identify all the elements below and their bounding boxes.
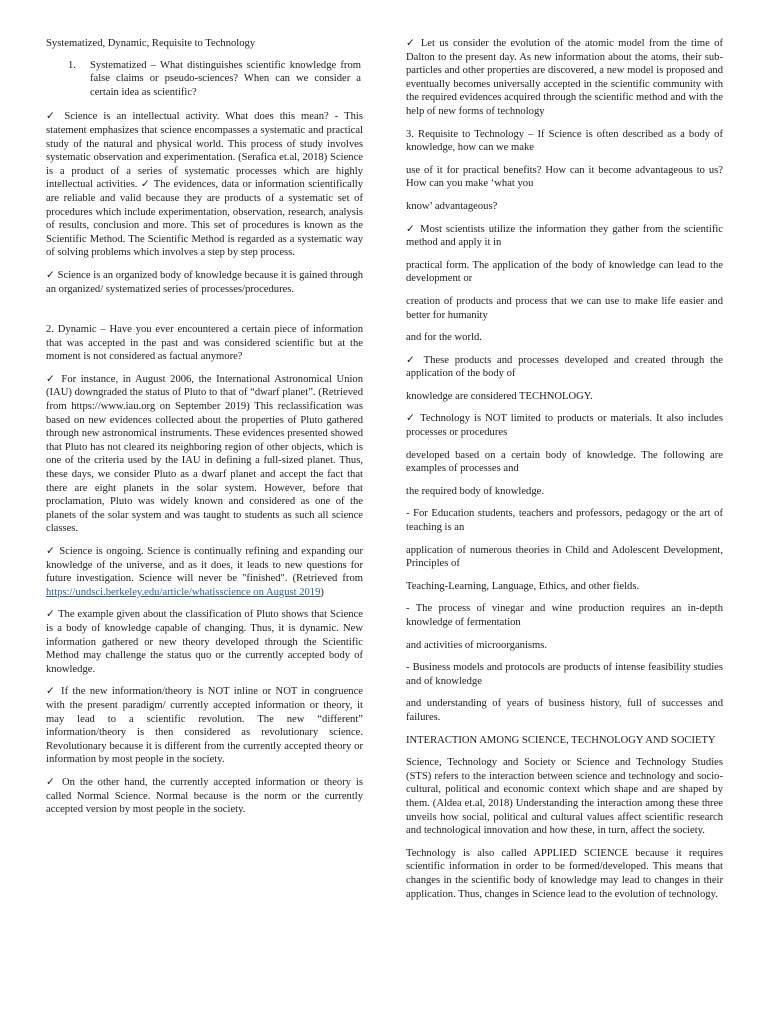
paragraph-intellectual-activity: ✓ Science is an intellectual activity. What does this mean? - This statement emphasizes that science encompasses a systematic and practical study of the natural and physical world. This process of study involves systematic observation and experimentation. (Serafica et.al, 2018) Science is a product of a series of systematic processes which are highly intellectual activities. ✓ The evidences, data or information scientifically are reliable and valid because they are products of a systematic set of procedures which include experimentation, observation, research, analysis of results, conclusion and more. This set of procedures is known as the Scientific Method. The Scientific Method is regarded as a systematic way of solving problems which involves a step by step process. [46, 111, 363, 259]
paragraph-applied-science: Technology is also called APPLIED SCIENCE because it requires scientific information in order to be formed/developed. This means that changes in the scientific body of knowledge may lead to changes in their application. Thus, changes in Science lead to the evolution of technology. [406, 847, 723, 900]
paragraph-requisite: 3. Requisite to Technology – If Science is often described as a body of knowledge, how can we make [406, 128, 723, 154]
left-column [46, 37, 363, 826]
paragraph-creation-products: creation of products and process that we can use to make life easier and better for humanity [406, 295, 723, 321]
paragraph-organized-body: ✓ Science is an organized body of knowledge because it is gained through an organized/ systematized series of processes/procedures. [46, 269, 363, 295]
ongoing-end: ) [320, 586, 324, 598]
paragraph-education: - For Education students, teachers and professors, pedagogy or the art of teaching is an [406, 508, 723, 534]
paragraph-know-advantageous: know’ advantageous? [406, 200, 498, 212]
item-text: Systematized – What distinguishes scientific knowledge from false claims or pseudo-sciences? When can we consider a certain idea as scientific? [90, 59, 361, 98]
paragraph-required-body: the required body of knowledge. [406, 485, 544, 497]
numbered-item-systematized [68, 59, 363, 100]
paragraph-pluto-example: ✓ The example given about the classification of Pluto shows that Science is a body of knowledge capable of changing. Thus, it is dynamic. New information gathered or new theory developed through the Scientific Method may challenge the status quo or the currently accepted body of knowledge. [46, 609, 363, 675]
paragraph-practical-form: practical form. The application of the body of knowledge can lead to the development or [406, 259, 723, 285]
paragraph-science-ongoing [46, 545, 363, 599]
paragraph-vinegar-wine: - The process of vinegar and wine production requires an in-depth knowledge of fermentation [406, 603, 723, 628]
paragraph-business-history: and understanding of years of business history, full of successes and failures. [406, 698, 723, 723]
paragraph-pluto: ✓ For instance, in August 2006, the International Astronomical Union (IAU) downgraded the status of Pluto to that of “dwarf planet”. (Retrieved from https://www.iau.org on September 2019) This reclassification was based on new evidences collected about the properties of Pluto gathered through new astronomical instruments. These evidences presented showed that Pluto has not cleared its neighboring region of other objects, which is one of the criteria used by the IAU in defining a full-sized planet. Thus, these days, we consider Pluto as a dwarf planet and accept the fact that there are eight planets in the solar system. However, before that proclamation, Pluto was widely known and considered as one of the planets of the solar system and was taught to students as such all science classes. [46, 373, 363, 535]
paragraph-sts: Science, Technology and Society or Science and Technology Studies (STS) refers to the interaction between science and technology and socio-cultural, political and economic context which shape and are shaped by them. (Aldea et.al, 2018) Understanding the interaction among these three unveils how social, political and cultural values affect scientific research and technological innovation and how these, in turn, affect the society. [406, 757, 723, 837]
interaction-heading: INTERACTION AMONG SCIENCE, TECHNOLOGY AND SOCIETY [406, 734, 716, 746]
paragraph-atomic-model: ✓ Let us consider the evolution of the atomic model from the time of Dalton to the present day. As new information about the atoms, their sub-particles and other properties are discovered, a new model is proposed and eventually becomes universally accepted in the scientific community with the required evidences acquired through the scientific method and with the help of new forms of technology [406, 38, 723, 117]
paragraph-business-models: - Business models and protocols are products of intense feasibility studies and of knowledge [406, 662, 723, 687]
berkeley-link[interactable]: https://undsci.berkeley.edu/article/whatisscience on August 2019 [46, 586, 321, 598]
paragraph-technology: knowledge are considered TECHNOLOGY. [406, 390, 593, 402]
ongoing-text: ✓ Science is ongoing. Science is continually refining and expanding our knowledge of the universe, and as it does, it leads to new questions for future investigation. Science will never be "finished". (Retrieved from [46, 546, 363, 585]
paragraph-scientists-utilize: ✓ Most scientists utilize the information they gather from the scientific method and apply it in [406, 223, 723, 249]
paragraph-products-processes: ✓ These products and processes developed and created through the application of the body of [406, 354, 723, 380]
section-title: Systematized, Dynamic, Requisite to Technology [46, 38, 256, 49]
paragraph-microorganisms: and activities of microorganisms. [406, 639, 548, 651]
paragraph-for-world: and for the world. [406, 332, 482, 344]
paragraph-teaching-learning: Teaching-Learning, Language, Ethics, and other fields. [406, 580, 640, 592]
paragraph-practical-benefits: use of it for practical benefits? How can it become advantageous to us? How can you make ‘what you [406, 164, 723, 190]
paragraph-normal-science: ✓ On the other hand, the currently accepted information or theory is called Normal Science. Normal because is the norm or the currently accepted version by most people in the society. [46, 776, 363, 816]
paragraph-developed-based: developed based on a certain body of knowledge. The following are examples of processes and [406, 449, 723, 475]
paragraph-dynamic: 2. Dynamic – Have you ever encountered a certain piece of information that was accepted in the past and was considered scientific but at the moment is not considered as factual anymore? [46, 324, 363, 363]
paragraph-not-limited: ✓ Technology is NOT limited to products or materials. It also includes processes or procedures [406, 413, 723, 439]
paragraph-scientific-revolution: ✓ If the new information/theory is NOT inline or NOT in congruence with the present paradigm/ currently accepted information or theory, it may lead to a scientific revolution. The new “different” information/theory is then considered as revolutionary science. Revolutionary because it is different from the currently accepted theory or information by most people in the society. [46, 686, 363, 766]
right-column [406, 37, 723, 910]
spacer [46, 305, 363, 323]
item-number: 1. [68, 59, 76, 71]
paragraph-child-development: application of numerous theories in Child and Adolescent Development, Principles of [406, 544, 723, 570]
